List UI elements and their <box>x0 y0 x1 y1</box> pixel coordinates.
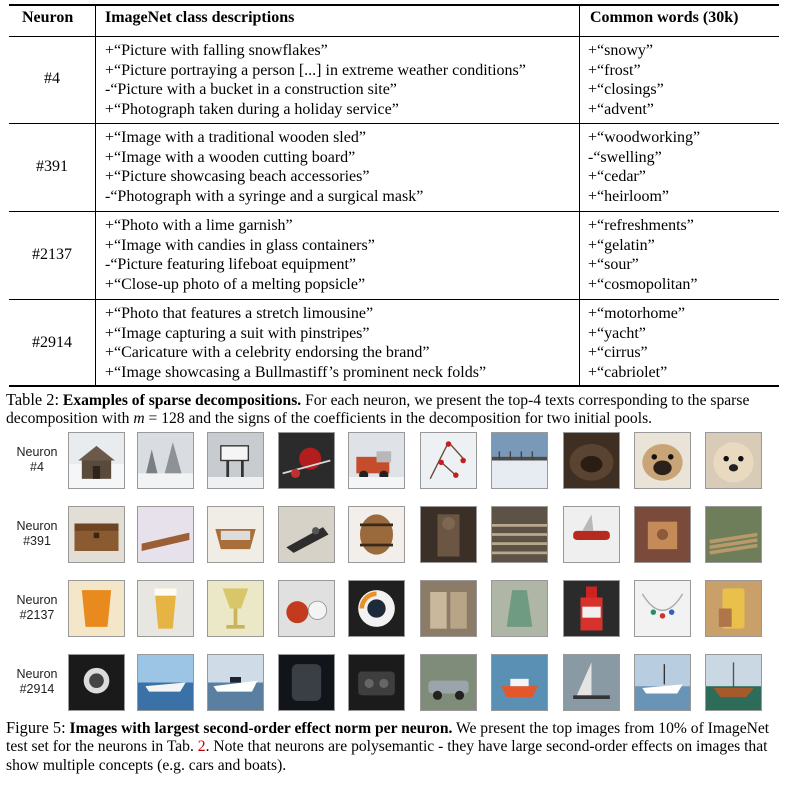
red-berries-snow-photo <box>420 432 477 489</box>
table-top-rule <box>9 4 779 6</box>
motorboat-photo <box>207 654 264 711</box>
figure-caption-label: Figure 5: <box>6 718 66 737</box>
orange-popsicle-photo <box>68 580 125 637</box>
class-description: -“Picture featuring lifeboat equipment” <box>105 256 357 273</box>
class-description: +“Image with a traditional wooden sled” <box>105 129 366 146</box>
wooden-dock-photo <box>491 506 548 563</box>
frozen-pier-photo <box>491 432 548 489</box>
snowy-trees-photo <box>137 432 194 489</box>
header-common-words: Common words (30k) <box>590 9 739 26</box>
dark-fur-photo <box>563 432 620 489</box>
speedboat-photo <box>137 654 194 711</box>
row-divider <box>9 123 779 124</box>
common-word: +“cabriolet” <box>588 363 668 381</box>
snow-sign-photo <box>207 432 264 489</box>
class-description: +“Close-up photo of a melting popsicle” <box>105 275 366 293</box>
snow-truck-photo <box>348 432 405 489</box>
figure-caption-text: . Note that neurons are polysemantic - they have large second-order effects on images that show multiple concepts (e.g. cars and boats). <box>6 738 768 774</box>
class-description: +“Photo with a lime garnish” <box>105 217 293 234</box>
common-word: +“motorhome” <box>588 305 685 322</box>
common-word: -“swelling” <box>588 148 662 166</box>
row-divider <box>9 211 779 212</box>
figure-caption-title: Images with largest second-order effect norm per neuron. <box>69 720 453 737</box>
row-label-id: #4 <box>30 460 44 474</box>
header-class-descriptions: ImageNet class descriptions <box>105 9 295 26</box>
pocket-knife-photo <box>563 506 620 563</box>
class-description: +“Photo that features a stretch limousine” <box>105 305 374 322</box>
red-ball-photo <box>278 580 335 637</box>
common-word: +“refreshments” <box>588 217 694 234</box>
table-header-rule <box>9 36 779 37</box>
orange-slices-photo <box>348 580 405 637</box>
figure-caption-text: We present the top images from 10% of ImageNet test set for the neurons in Tab. <box>6 720 770 756</box>
common-word: +“cedar” <box>588 168 646 185</box>
table-caption <box>6 391 794 429</box>
common-word: +“advent” <box>588 100 654 118</box>
common-word: +“gelatin” <box>588 236 655 254</box>
yacht-photo <box>634 654 691 711</box>
red-bottle-photo <box>563 580 620 637</box>
row-label-neuron <box>4 445 70 475</box>
row-label-id: #2137 <box>19 608 55 622</box>
neuron-id: #2914 <box>32 334 72 351</box>
class-description: +“Image showcasing a Bullmastiff’s prominent neck folds” <box>105 363 487 381</box>
neuron-id: #391 <box>36 158 68 175</box>
sailboat-photo <box>563 654 620 711</box>
neuron-id: #4 <box>44 70 60 87</box>
table-caption-title: Examples of sparse decompositions. <box>62 392 302 409</box>
yellow-goblet-photo <box>207 580 264 637</box>
wooden-barrel-photo <box>348 506 405 563</box>
common-word: +“cirrus” <box>588 344 648 361</box>
wooden-chest-photo <box>68 506 125 563</box>
column-divider <box>95 6 96 386</box>
hand-plane-photo <box>278 506 335 563</box>
table-caption-text: = 128 and the signs of the coefficients in the decomposition for two initial pools. <box>144 410 653 428</box>
row-divider <box>9 299 779 300</box>
class-description: -“Picture with a bucket in a construction site” <box>105 81 397 98</box>
header-neuron: Neuron <box>22 9 74 26</box>
wooden-boat-photo <box>705 654 762 711</box>
row-label-neuron <box>4 667 70 697</box>
class-description: +“Image with candies in glass containers” <box>105 236 375 254</box>
row-label-text: Neuron <box>16 519 58 533</box>
wood-carving-photo <box>420 506 477 563</box>
red-ornament-photo <box>278 432 335 489</box>
glass-jars-photo <box>420 580 477 637</box>
table-reference-link[interactable]: 2 <box>197 738 206 756</box>
common-word: +“frost” <box>588 61 641 79</box>
class-description: +“Photograph taken during a holiday service” <box>105 100 399 118</box>
common-word: +“heirloom” <box>588 187 669 205</box>
car-dashboard-photo <box>348 654 405 711</box>
lifeboat-photo <box>491 654 548 711</box>
row-label-text: Neuron <box>16 445 58 459</box>
table-caption-math: m <box>133 410 145 428</box>
class-description: +“Image capturing a suit with pinstripes” <box>105 324 370 342</box>
pug-dog-photo <box>634 432 691 489</box>
bead-necklace-photo <box>634 580 691 637</box>
table-caption-label: Table 2: <box>6 390 60 409</box>
row-label-neuron <box>4 593 70 623</box>
car-seat-photo <box>278 654 335 711</box>
row-label-id: #2914 <box>19 682 55 696</box>
neuron-id: #2137 <box>32 246 72 263</box>
table-caption-text: For each neuron, we present the top-4 texts corresponding to the sparse decomposition with <box>6 392 750 428</box>
snowy-cabin-photo <box>68 432 125 489</box>
fluffy-dog-photo <box>705 432 762 489</box>
row-label-text: Neuron <box>16 667 58 681</box>
class-description: +“Image with a wooden cutting board” <box>105 148 356 166</box>
common-word: +“cosmopolitan” <box>588 275 698 293</box>
class-description: +“Picture portraying a person [...] in extreme weather conditions” <box>105 61 526 79</box>
beer-hand-photo <box>705 580 762 637</box>
row-label-id: #391 <box>23 534 51 548</box>
column-divider <box>579 6 580 386</box>
common-word: +“snowy” <box>588 42 654 59</box>
wooden-bowl-photo <box>207 506 264 563</box>
convertible-car-photo <box>420 654 477 711</box>
xray-bw-photo <box>68 654 125 711</box>
row-label-text: Neuron <box>16 593 58 607</box>
lumber-pile-photo <box>705 506 762 563</box>
common-word: +“sour” <box>588 256 639 273</box>
beer-glass-photo <box>137 580 194 637</box>
wood-plane-photo <box>137 506 194 563</box>
class-description: +“Picture with falling snowflakes” <box>105 42 328 59</box>
table-bottom-rule <box>9 385 779 387</box>
figure-caption <box>6 719 794 775</box>
common-word: +“woodworking” <box>588 129 701 146</box>
class-description: +“Caricature with a celebrity endorsing the brand” <box>105 344 430 361</box>
common-word: +“yacht” <box>588 324 646 342</box>
class-description: +“Picture showcasing beach accessories” <box>105 168 370 185</box>
wooden-block-photo <box>634 506 691 563</box>
green-vase-photo <box>491 580 548 637</box>
common-word: +“closings” <box>588 81 664 98</box>
row-label-neuron <box>4 519 70 549</box>
class-description: -“Photograph with a syringe and a surgical mask” <box>105 187 424 205</box>
